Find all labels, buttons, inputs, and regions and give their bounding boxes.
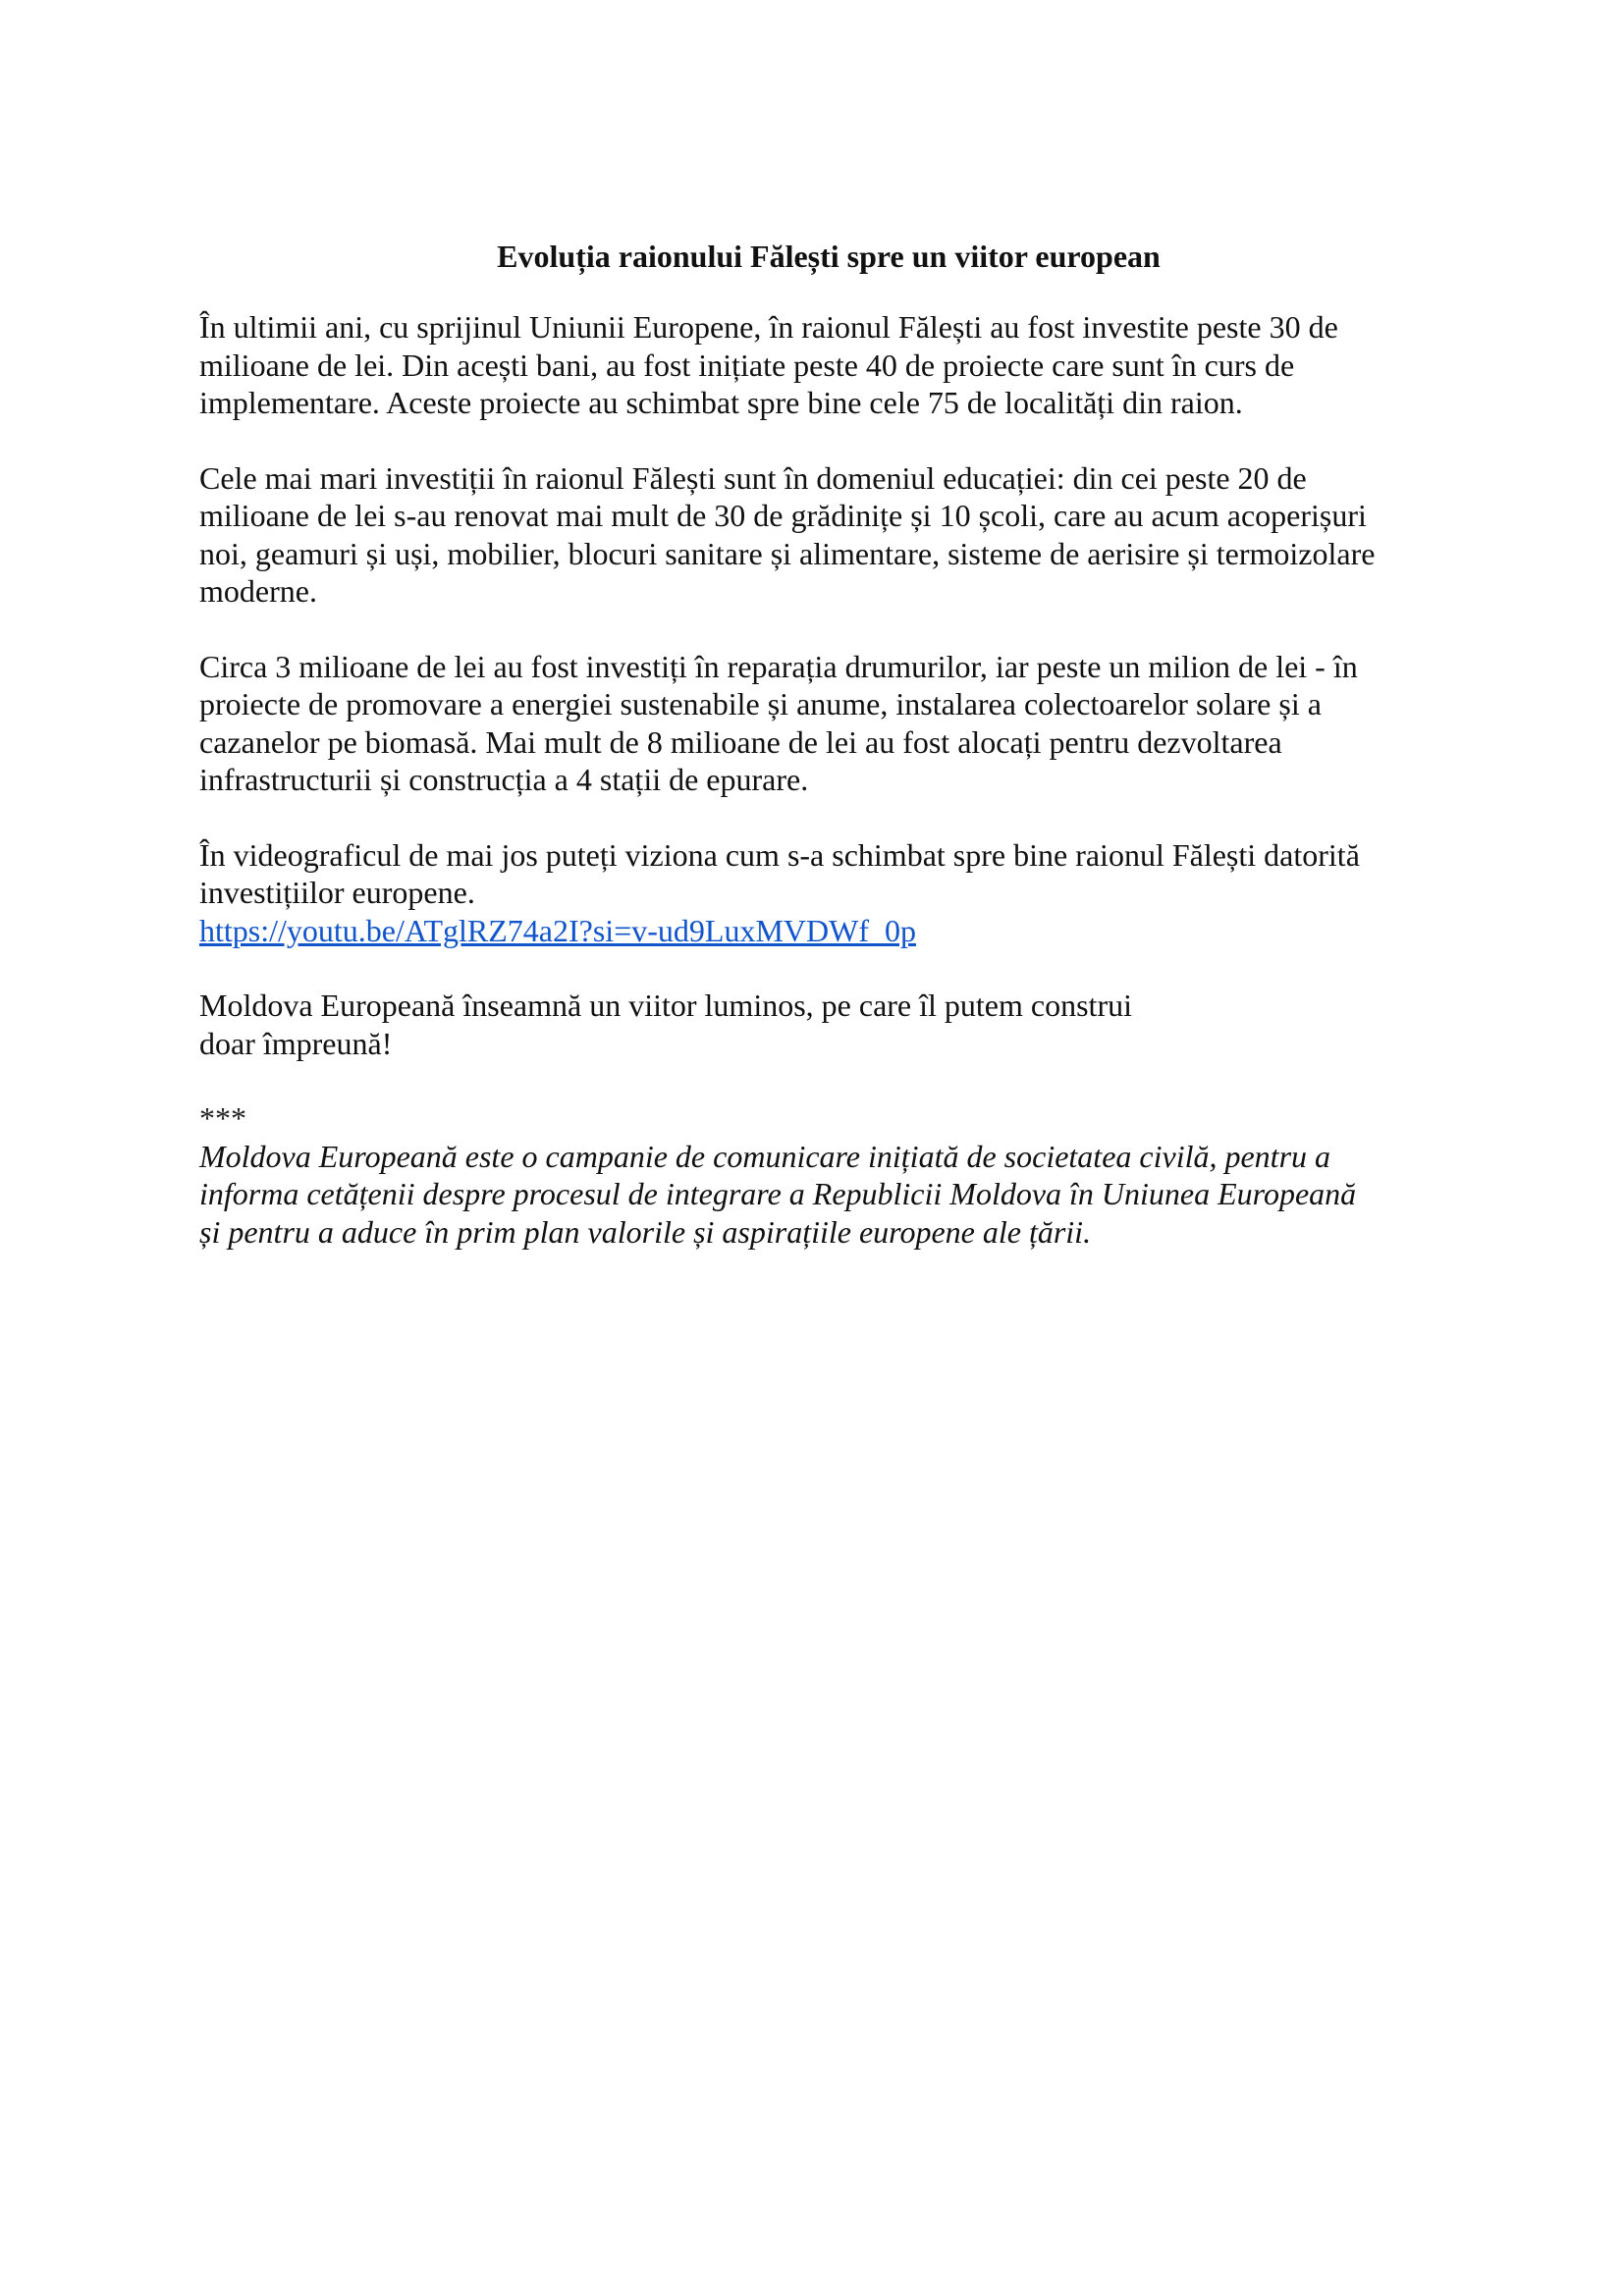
paragraph-line: noi, geamuri și uși, mobilier, blocuri sanitare și alimentare, sisteme de aerisire și termoizolare (199, 535, 1376, 571)
footnote-line: Moldova Europeană este o campanie de comunicare inițiată de societatea civilă, pentru a (199, 1138, 1331, 1174)
paragraph-line: doar împreună! (199, 1025, 393, 1061)
paragraph-infrastructure (199, 648, 1427, 799)
paragraph-line: investițiilor europene. (199, 875, 475, 910)
paragraph-line: Cele mai mari investiții în raionul Fălești sunt în domeniul educației: din cei peste 20 de (199, 459, 1307, 496)
paragraph-line: cazanelor pe biomasă. Mai mult de 8 milioane de lei au fost alocați pentru dezvoltarea (199, 723, 1282, 760)
paragraph-line: infrastructurii și construcția a 4 stații de epurare. (199, 762, 809, 797)
footnote-line: și pentru a aduce în prim plan valorile și aspirațiile europene ale țării. (199, 1213, 1092, 1250)
paragraph-education (199, 459, 1427, 611)
paragraph-line: proiecte de promovare a energiei sustenabile și anume, instalarea colectoarelor solare și a (199, 686, 1322, 721)
paragraph-line: implementare. Aceste proiecte au schimbat spre bine cele 75 de localități din raion. (199, 385, 1243, 420)
paragraph-line: milioane de lei s-au renovat mai mult de 30 de grădinițe și 10 școli, care au acum acoperișuri (199, 498, 1367, 533)
paragraph-line: În ultimii ani, cu sprijinul Uniunii Europene, în raionul Fălești au fost investite peste 30 de (199, 309, 1338, 345)
campaign-footnote (199, 1099, 1427, 1251)
paragraph-line: Circa 3 milioane de lei au fost investiți în reparația drumurilor, iar peste un milion de lei - în (199, 648, 1358, 684)
paragraph-intro (199, 308, 1427, 422)
paragraph-closing (199, 987, 1427, 1062)
separator-asterisks: *** (199, 1100, 246, 1136)
paragraph-line: În videograficul de mai jos puteți viziona cum s-a schimbat spre bine raionul Fălești datorită (199, 836, 1360, 873)
document-title: Evoluția raionului Fălești spre un viitor european (497, 239, 1161, 274)
document-body (199, 238, 1427, 1288)
footnote-line: informa cetățenii despre procesul de integrare a Republicii Moldova în Uniunea Europeană (199, 1176, 1357, 1211)
paragraph-line: moderne. (199, 573, 317, 609)
video-link[interactable]: https://youtu.be/ATglRZ74a2I?si=v-ud9LuxMVDWf_0p (199, 912, 916, 948)
paragraph-video (199, 836, 1427, 950)
paragraph-line: milioane de lei. Din acești bani, au fost inițiate peste 40 de proiecte care sunt în curs de (199, 347, 1295, 383)
paragraph-line: Moldova Europeană înseamnă un viitor luminos, pe care îl putem construi (199, 988, 1132, 1023)
